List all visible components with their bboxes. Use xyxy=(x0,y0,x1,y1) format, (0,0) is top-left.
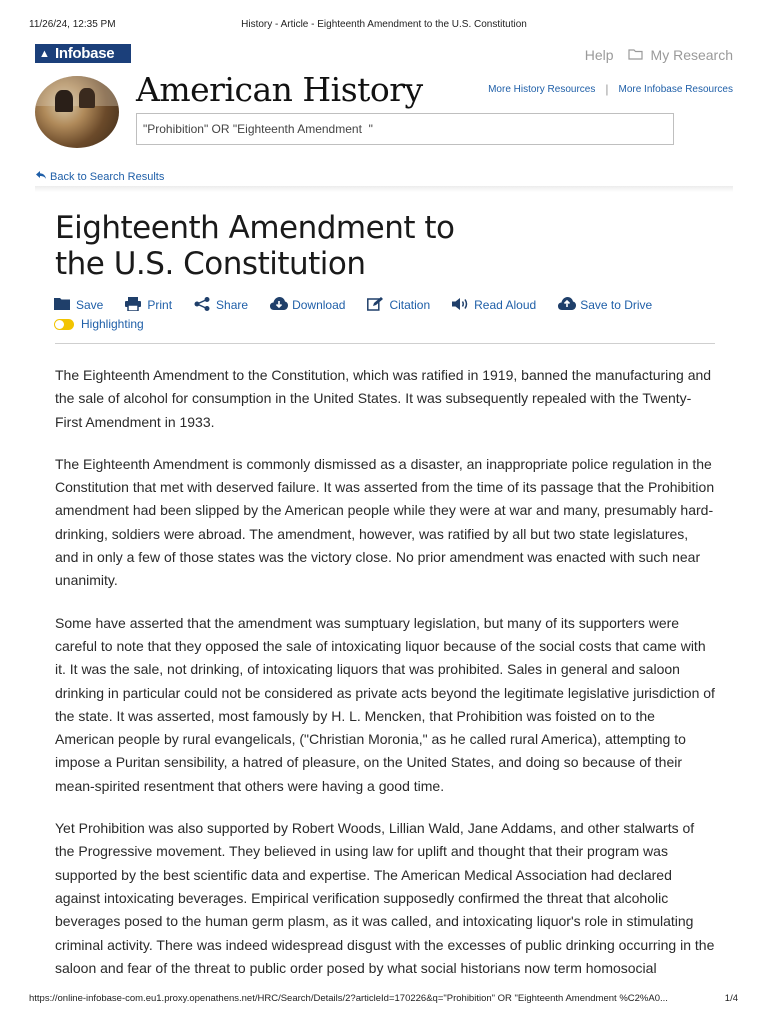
cloud-upload-icon xyxy=(558,297,574,313)
toggle-switch-icon xyxy=(54,319,74,330)
printer-icon xyxy=(125,297,141,314)
download-label: Download xyxy=(292,298,346,312)
read-aloud-label: Read Aloud xyxy=(474,298,537,312)
infobase-logo-icon: ▲ xyxy=(35,44,54,63)
highlighting-toggle[interactable] xyxy=(54,317,144,331)
save-button[interactable] xyxy=(54,297,103,313)
share-button[interactable] xyxy=(194,297,248,314)
highlighting-label: Highlighting xyxy=(81,317,144,331)
article-paragraph: Some have asserted that the amendment was sumptuary legislation, but many of its supporters were careful to note that they opposed the sale of intoxicating liquor because of the social costs that came with it. It was the sale, not drinking, of intoxicating liquors that was prohibited. Sales in general and saloon drinking in particular could not be considered as private acts beyond the legitimate legislative jurisdiction of the state. It was asserted, most famously by H. L. Mencken, that Prohibition was foisted on to the American people by rural evangelicals, ("Christian Moronia," as he called rural America), attempting to impose a Puritan sensibility, a hatred of pleasure, on the United States, and doing so because of their mean-spirited resentment that others were having a good time. xyxy=(55,614,715,794)
search-input[interactable] xyxy=(143,122,667,136)
back-link-label: Back to Search Results xyxy=(50,170,165,183)
header-divider xyxy=(35,186,733,192)
my-research-link[interactable]: My Research xyxy=(650,47,733,63)
print-label: Print xyxy=(147,298,173,312)
folder-icon xyxy=(628,47,643,63)
folder-icon xyxy=(54,297,70,313)
resource-links xyxy=(488,82,733,96)
site-avatar-image xyxy=(35,76,119,148)
citation-label: Citation xyxy=(389,298,431,312)
article-body xyxy=(55,364,715,999)
cloud-download-icon xyxy=(270,297,286,313)
save-to-drive-label: Save to Drive xyxy=(580,298,653,312)
print-page-title: History - Article - Eighteenth Amendment to the U.S. Constitution xyxy=(241,19,527,30)
utility-nav xyxy=(585,47,733,63)
site-title[interactable]: American History xyxy=(136,70,423,109)
back-to-search-results-link[interactable] xyxy=(35,170,164,183)
print-footer xyxy=(0,993,768,1007)
article-paragraph: Yet Prohibition was also supported by Robert Woods, Lillian Wald, Jane Addams, and other stalwarts of the Progressive movement. They believed in using law for uplift and thought that their program was supported by the best scientific data and expertise. The American Medical Association had declared against intoxicating beverages. Empirical verification supposedly confirmed the threat that alcoholic beverages posed to the human germ plasm, as it was called, and intoxicating liquor's role in stimulating criminal activity. There was indeed widespread disgust with the excesses of public drinking occurring in the saloon and fear of the threat to public order posed by what social historians now term homosocial xyxy=(55,820,715,976)
save-to-drive-button[interactable] xyxy=(558,297,652,313)
toolbar-divider xyxy=(55,343,715,344)
article-title: Eighteenth Amendment to the U.S. Constitution xyxy=(55,210,455,282)
speaker-icon xyxy=(452,297,468,314)
search-field[interactable] xyxy=(136,113,674,145)
edit-icon xyxy=(367,297,383,314)
share-label: Share xyxy=(216,298,249,312)
print-button[interactable] xyxy=(125,297,172,314)
print-date: 11/26/24, 12:35 PM xyxy=(29,19,116,30)
save-label: Save xyxy=(76,298,104,312)
more-history-resources-link[interactable]: More History Resources xyxy=(488,83,596,95)
logo-text: Infobase xyxy=(54,44,131,63)
print-page-number: 1/4 xyxy=(724,993,738,1004)
citation-button[interactable] xyxy=(367,297,430,314)
share-icon xyxy=(194,297,210,314)
link-separator: | xyxy=(605,82,609,96)
more-infobase-resources-link[interactable]: More Infobase Resources xyxy=(618,83,733,95)
article-paragraph: The Eighteenth Amendment to the Constitution, which was ratified in 1919, banned the manufacturing and the sale of alcohol for consumption in the United States. It was subsequently repealed with the Twenty-First Amendment in 1933. xyxy=(55,367,712,430)
print-url: https://online-infobase-com.eu1.proxy.openathens.net/HRC/Search/Details/2?articleId=170226&q="Prohibition" OR "Eighteenth Amendment %C2%A0... xyxy=(29,993,668,1004)
help-link[interactable]: Help xyxy=(584,47,614,63)
infobase-logo[interactable] xyxy=(35,44,131,63)
download-button[interactable] xyxy=(270,297,345,313)
article-paragraph: The Eighteenth Amendment is commonly dismissed as a disaster, an inappropriate police regulation in the Constitution that met with deserved failure. It was asserted from the time of its passage that the Prohibition amendment had been slipped by the American people while they were at war and many, presumably hard-drinking, soldiers were abroad. The amendment, however, was ratified by all but two state legislatures, and in only a few of those states was the victory close. No prior amendment was enacted with such near unanimity. xyxy=(55,455,715,589)
reply-arrow-icon xyxy=(35,170,47,183)
print-header xyxy=(0,19,768,33)
read-aloud-button[interactable] xyxy=(452,297,536,314)
article-toolbar xyxy=(54,296,734,333)
